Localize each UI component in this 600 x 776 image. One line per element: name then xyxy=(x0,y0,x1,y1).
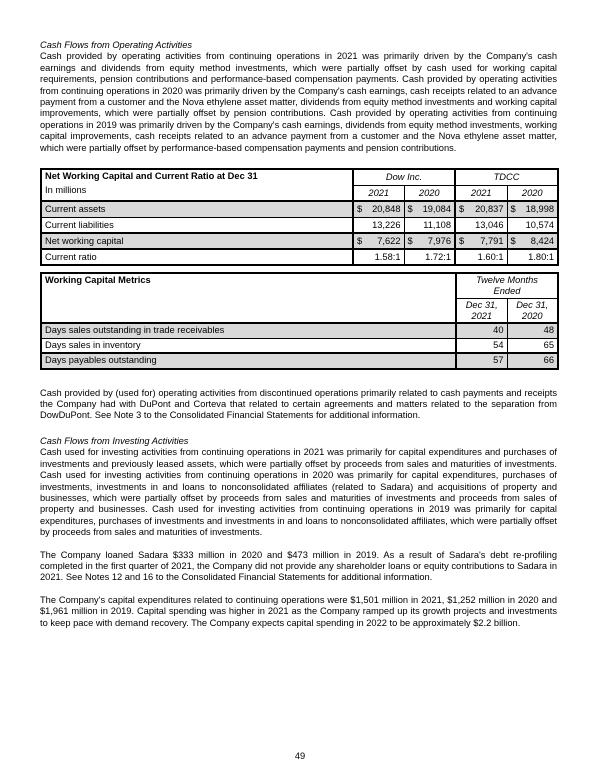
value-cell: 11,108 xyxy=(404,217,455,233)
table-row xyxy=(41,233,558,249)
currency-symbol: $ xyxy=(407,235,413,246)
heading-operating-activities: Cash Flows from Operating Activities xyxy=(40,40,193,50)
value-cell: $ 20,848 xyxy=(353,201,404,217)
working-capital-metrics-table xyxy=(40,272,559,370)
value-cell: 48 xyxy=(507,323,558,338)
currency-symbol: $ xyxy=(357,204,363,215)
table-row xyxy=(41,217,558,233)
value-cell: 13,046 xyxy=(455,217,507,233)
page-number: 49 xyxy=(294,750,306,761)
period-header: Twelve Months Ended xyxy=(476,275,538,296)
value-cell: $ 7,622 xyxy=(353,233,404,249)
row-label: Days sales in inventory xyxy=(41,338,456,353)
year-header: 2020 xyxy=(507,185,558,201)
paragraph-investing: Cash used for investing activities from continuing operations in 2021 was primarily for capital expenditures and purchases of investments and previously leased assets, which were partially offset by proceeds from sales and maturities of investments. Cash used for investing activities from continuing operations in 2020 was primarily for capital expenditures, purchases of investments, investments in and loans to nonconsolidated affiliates (related to Sadara) and acquisitions of property and businesses, which were partially offset by proceeds from sales and maturities of investments and proceeds from sales of property and businesses. Cash used for investing activities from continuing operations in 2019 was primarily for capital expenditures, purchases of investments and investments in and loans to nonconsolidated affiliates, which were partially offset by proceeds from sales and maturities of investments. xyxy=(40,447,557,538)
value-cell: 54 xyxy=(456,338,507,353)
value-cell: $ 18,998 xyxy=(507,201,558,217)
row-label: Current assets xyxy=(41,201,353,217)
date-column-header: Dec 31, 2020 xyxy=(507,299,558,324)
currency-symbol: $ xyxy=(459,204,465,215)
currency-symbol: $ xyxy=(357,235,363,246)
value-cell: 1.60:1 xyxy=(455,249,507,265)
table-row xyxy=(41,249,558,265)
value-cell: 40 xyxy=(456,323,507,338)
period-header-cell xyxy=(456,273,558,299)
row-label: Net working capital xyxy=(41,233,353,249)
heading-investing-activities: Cash Flows from Investing Activities xyxy=(40,435,189,446)
year-header: 2020 xyxy=(404,185,455,201)
table-title: Net Working Capital and Current Ratio at Dec 31 xyxy=(45,171,258,182)
value-cell: $ 7,976 xyxy=(404,233,455,249)
value-cell: 65 xyxy=(507,338,558,353)
currency-symbol: $ xyxy=(510,235,516,246)
paragraph-capital-expenditures: The Company's capital expenditures related to continuing operations were $1,501 million in 2021, $1,252 million in 2020 and $1,961 million in 2019. Capital spending was higher in 2021 as the Company ramped up its growth projects and investments to keep pace with demand recovery. The Company expects capital spending in 2022 to be approximately $2.2 billion. xyxy=(40,594,557,628)
net-working-capital-table xyxy=(40,168,559,266)
table-row xyxy=(41,323,558,338)
paragraph-operating: Cash provided by operating activities from continuing operations in 2021 was primarily driven by the Company's cash earnings and dividends from equity method investments, which were partially offset by cash used for working capital requirements, pension contributions and performance-based compensation payments. Cash provided by operating activities from continuing operations in 2020 was primarily driven by the Company's cash earnings, cash receipts related to an advance payment from a customer and the Nova ethylene asset matter, dividends from equity method investments and working capital improvements, which were partially offset by pension contributions. Cash provided by operating activities from continuing operations in 2019 was primarily driven by the Company's cash earnings, dividends from equity method investments, working capital improvements, cash receipts related to an advance payment from a customer and the Nova ethylene asset matter, which were partially offset by performance-based compensation payments and pension contributions. xyxy=(40,51,557,153)
paragraph-discontinued-operations: Cash provided by (used for) operating activities from discontinued operations primarily related to cash payments and receipts the Company had with DuPont and Corteva that related to certain agreements and matters related to the separation from DowDuPont. See Note 3 to the Consolidated Financial Statements for additional information. xyxy=(40,387,557,421)
value-cell: 1.80:1 xyxy=(507,249,558,265)
currency-symbol: $ xyxy=(510,204,516,215)
table-row xyxy=(41,201,558,217)
table-header-row xyxy=(41,169,558,185)
currency-symbol: $ xyxy=(459,235,465,246)
table-row xyxy=(41,338,558,353)
currency-symbol: $ xyxy=(407,204,413,215)
value-cell: $ 20,837 xyxy=(455,201,507,217)
date-column-header: Dec 31, 2021 xyxy=(456,299,507,324)
value-cell: $ 8,424 xyxy=(507,233,558,249)
group-header-dow: Dow Inc. xyxy=(353,169,455,185)
row-label: Days sales outstanding in trade receivables xyxy=(41,323,456,338)
value-cell: 1.58:1 xyxy=(353,249,404,265)
row-label: Days payables outstanding xyxy=(41,353,456,368)
group-header-tdcc: TDCC xyxy=(455,169,558,185)
value-cell: 13,226 xyxy=(353,217,404,233)
row-label: Current liabilities xyxy=(41,217,353,233)
paragraph-sadara-loans: The Company loaned Sadara $333 million in 2020 and $473 million in 2019. As a result of Sadara's debt re-profiling completed in the first quarter of 2021, the Company did not provide any shareholder loans or equity contributions to Sadara in 2021. See Notes 12 and 16 to the Consolidated Financial Statements for additional information. xyxy=(40,549,557,583)
table-row xyxy=(41,353,558,368)
row-label: Current ratio xyxy=(41,249,353,265)
value-cell: $ 19,084 xyxy=(404,201,455,217)
table-title-cell xyxy=(41,169,353,201)
table-header-row xyxy=(41,273,558,299)
value-cell: $ 7,791 xyxy=(455,233,507,249)
year-header: 2021 xyxy=(455,185,507,201)
value-cell: 10,574 xyxy=(507,217,558,233)
year-header: 2021 xyxy=(353,185,404,201)
value-cell: 57 xyxy=(456,353,507,368)
table-units-label: In millions xyxy=(45,185,87,196)
value-cell: 1.72:1 xyxy=(404,249,455,265)
value-cell: 66 xyxy=(507,353,558,368)
table-title: Working Capital Metrics xyxy=(41,273,456,323)
